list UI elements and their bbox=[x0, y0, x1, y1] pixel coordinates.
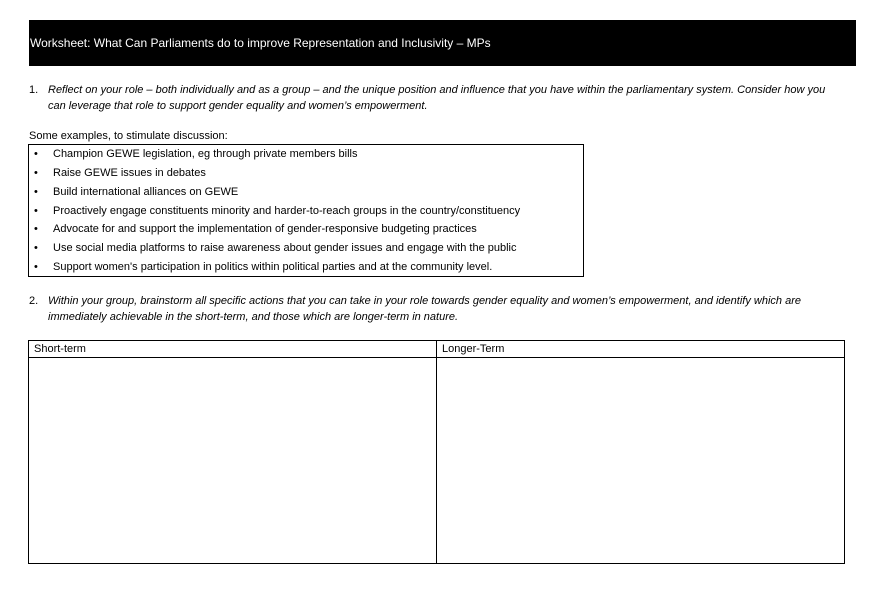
bullet-icon: • bbox=[34, 242, 38, 254]
worksheet-title: Worksheet: What Can Parliaments do to improve Representation and Inclusivity – MPs bbox=[30, 36, 491, 50]
question-1-text: Reflect on your role – both individually and as a group – and the unique position and influence that you have within the parliamentary system. Consider how you can leverage that role to support gender equality and women’s empowerment. bbox=[48, 84, 826, 112]
short-term-header: Short-term bbox=[34, 343, 86, 355]
examples-box bbox=[28, 144, 584, 277]
response-table bbox=[28, 340, 845, 564]
bullet-icon: • bbox=[34, 186, 38, 198]
examples-label: Some examples, to stimulate discussion: bbox=[29, 130, 228, 142]
question-2-text: Within your group, brainstorm all specific actions that you can take in your role towards gender equality and women’s empowerment, and identify which are immediately achievable in the short-term, and those which are longer-term in nature. bbox=[48, 295, 801, 323]
example-item-text: Build international alliances on GEWE bbox=[53, 186, 239, 198]
longer-term-header: Longer-Term bbox=[442, 343, 505, 355]
example-item-text: Raise GEWE issues in debates bbox=[53, 167, 206, 179]
question-1-number: 1. bbox=[29, 84, 39, 96]
bullet-icon: • bbox=[34, 167, 38, 179]
question-2-number: 2. bbox=[29, 295, 39, 307]
example-item-text: Proactively engage constituents minority and harder-to-reach groups in the country/constituency bbox=[53, 205, 521, 217]
question-1 bbox=[29, 82, 839, 116]
short-term-cell[interactable] bbox=[29, 358, 436, 563]
example-item-text: Use social media platforms to raise awareness about gender issues and engage with the public bbox=[53, 242, 517, 254]
worksheet-title-bar bbox=[29, 20, 856, 66]
example-item-text: Advocate for and support the implementation of gender-responsive budgeting practices bbox=[53, 223, 477, 235]
example-item-text: Support women's participation in politics within political parties and at the community level. bbox=[53, 261, 493, 273]
bullet-icon: • bbox=[34, 261, 38, 273]
bullet-icon: • bbox=[34, 223, 38, 235]
longer-term-cell[interactable] bbox=[437, 358, 844, 563]
example-item-text: Champion GEWE legislation, eg through private members bills bbox=[53, 148, 358, 160]
bullet-icon: • bbox=[34, 205, 38, 217]
question-2 bbox=[29, 293, 851, 327]
bullet-icon: • bbox=[34, 148, 38, 160]
